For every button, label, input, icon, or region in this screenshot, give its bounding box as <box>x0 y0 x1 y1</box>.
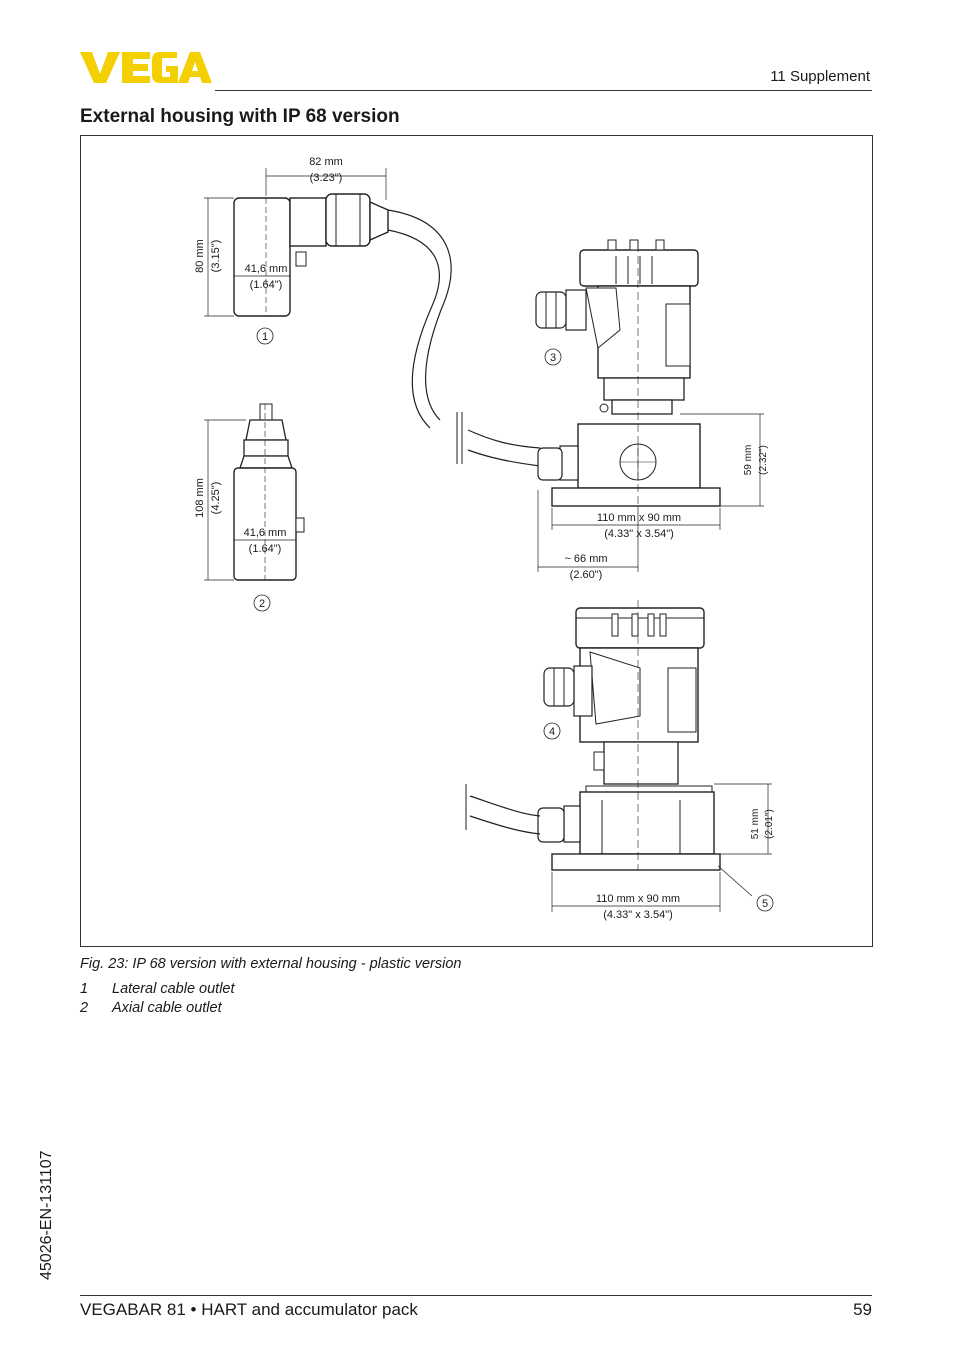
dim-82-mm: 82 mm <box>309 156 343 168</box>
technical-drawing <box>80 135 873 947</box>
dim-59-mm: 59 mm <box>743 444 754 476</box>
callout-3: 3 <box>549 352 557 364</box>
dim-41-in-b: (1.64") <box>248 543 282 555</box>
page-title: External housing with IP 68 version <box>80 106 400 127</box>
header-rule <box>215 90 872 91</box>
sensor-lateral-outlet <box>234 194 388 316</box>
dim-base-mm-a: 110 mm x 90 mm <box>596 512 682 524</box>
dim-66-mm: ~ 66 mm <box>564 553 608 565</box>
callout-5: 5 <box>761 898 769 910</box>
vega-logo <box>80 50 212 84</box>
legend-item <box>80 981 235 997</box>
dim-base-in-a: (4.33" x 3.54") <box>604 528 674 540</box>
section-label: 11 Supplement <box>770 68 870 85</box>
callout-4: 4 <box>548 726 556 738</box>
legend-item <box>80 1000 222 1016</box>
legend-text: Axial cable outlet <box>112 1000 222 1016</box>
dim-base-in-b: (4.33" x 3.54") <box>603 909 673 921</box>
external-housing-upper <box>536 240 720 506</box>
dim-108-mm: 108 mm <box>194 478 206 518</box>
footer-rule <box>80 1295 872 1296</box>
dim-108-in: (4.25") <box>210 481 222 515</box>
external-housing-lower <box>538 600 720 870</box>
dim-82-in: (3.23") <box>309 172 343 184</box>
dim-41-mm-b: 41,6 mm <box>243 527 287 539</box>
dim-80-in: (3.15") <box>210 239 222 273</box>
document-code: 45026-EN-131107 <box>38 1150 55 1280</box>
dim-66-in: (2.60") <box>569 569 603 581</box>
dim-41-mm-a: 41,6 mm <box>244 263 288 275</box>
dim-51-mm: 51 mm <box>750 808 761 840</box>
figure-caption: Fig. 23: IP 68 version with external housing - plastic version <box>80 956 462 972</box>
callout-1: 1 <box>261 331 269 343</box>
dim-51-in: (2.01") <box>764 809 775 839</box>
dim-59-in: (2.32") <box>758 445 769 475</box>
page-number: 59 <box>853 1300 872 1319</box>
dim-41-in-a: (1.64") <box>249 279 283 291</box>
legend-text: Lateral cable outlet <box>112 981 235 997</box>
callout-2: 2 <box>258 598 266 610</box>
dim-80-mm: 80 mm <box>194 239 206 273</box>
footer-title: VEGABAR 81 • HART and accumulator pack <box>80 1300 418 1319</box>
legend-number: 1 <box>80 981 89 997</box>
dim-base-mm-b: 110 mm x 90 mm <box>595 893 681 905</box>
legend-number: 2 <box>80 1000 89 1016</box>
